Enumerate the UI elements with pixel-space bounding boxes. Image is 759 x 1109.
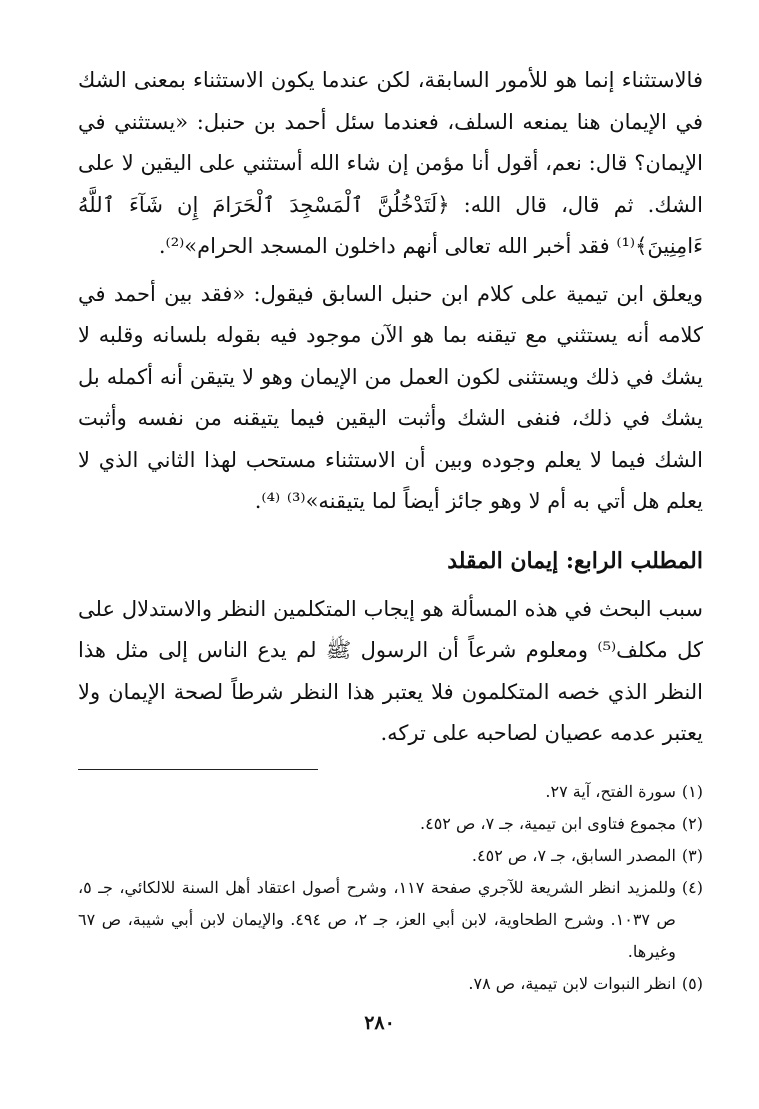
page-content [78, 60, 703, 1000]
body-paragraph: ويعلق ابن تيمية على كلام ابن حنبل السابق فيقول: «فقد بين أحمد في كلامه أنه يستثني مع تيقنه بما هو الآن موجود فيه بقوله بلسانه وقلبه لا يشك في ذلك ويستثنى لكون العمل من الإيمان وهو لا يتيقن أنه أكمله بل يشك في ذلك، فنفى الشك وأثبت اليقين فيما يتيقنه من نفسه وأثبت الشك فيما لا يعلم وجوده وبين أن الاستثناء مستحب لهذا الثاني الذي لا يعلم هل أتي به أم لا وهو جائز أيضاً لما يتيقنه»⁽³⁾ ⁽⁴⁾. [78, 281, 703, 513]
footnote [78, 968, 703, 1000]
footnote-number: (١) [681, 781, 703, 801]
footnote-text: انظر النبوات لابن تيمية، ص ٧٨. [468, 973, 676, 993]
footnote [78, 840, 703, 872]
footnote-text: سورة الفتح، آية ٢٧. [545, 781, 676, 801]
body-paragraph: سبب البحث في هذه المسألة هو إيجاب المتكلمين النظر والاستدلال على كل مكلف⁽⁵⁾ ومعلوم شرعاً أن الرسول ﷺ لم يدع الناس إلى مثل هذا النظر الذي خصه المتكلمون فلا يعتبر هذا النظر شرطاً لصحة الإيمان ولا يعتبر عدمه عصيان لصاحبه على تركه. [78, 596, 703, 745]
footnote-text: وللمزيد انظر الشريعة للآجري صفحة ١١٧، وشرح أصول اعتقاد أهل السنة للالكائي، جـ ٥، ص ١٠٣٧. وشرح الطحاوية، لابن أبي العز، جـ ٢، ص ٤٩٤. والإيمان لابن أبي شيبة، ص ٦٧ وغيرها. [78, 877, 676, 961]
footnote-divider [78, 769, 318, 770]
footnote-number: (٢) [681, 813, 703, 833]
footnote [78, 776, 703, 808]
page-number: ٢٨٠ [364, 1012, 395, 1034]
footnote [78, 808, 703, 840]
footnote-text: المصدر السابق، جـ ٧، ص ٤٥٢. [471, 845, 676, 865]
footnote-text: مجموع فتاوى ابن تيمية، جـ ٧، ص ٤٥٢. [420, 813, 676, 833]
footnote-number: (٤) [681, 877, 703, 897]
footnote [78, 872, 703, 968]
section-heading: المطلب الرابع: إيمان المقلد [447, 547, 703, 574]
footnotes [78, 776, 703, 1000]
body-paragraph: فالاستثناء إنما هو للأمور السابقة، لكن عندما يكون الاستثناء بمعنى الشك في الإيمان هنا يمنعه السلف، فعندما سئل أحمد بن حنبل: «يستثني في الإيمان؟ قال: نعم، أقول أنا مؤمن إن شاء الله أستثني على اليقين لا على الشك. ثم قال، قال الله: ﴿لَتَدْخُلُنَّ ٱلْمَسْجِدَ ٱلْحَرَامَ إِن شَآءَ ٱللَّهُ ءَامِنِينَ﴾⁽¹⁾ فقد أخبر الله تعالى أنهم داخلون المسجد الحرام»⁽²⁾. [78, 68, 703, 258]
footnote-number: (٥) [681, 973, 703, 993]
footnote-number: (٣) [681, 845, 703, 865]
